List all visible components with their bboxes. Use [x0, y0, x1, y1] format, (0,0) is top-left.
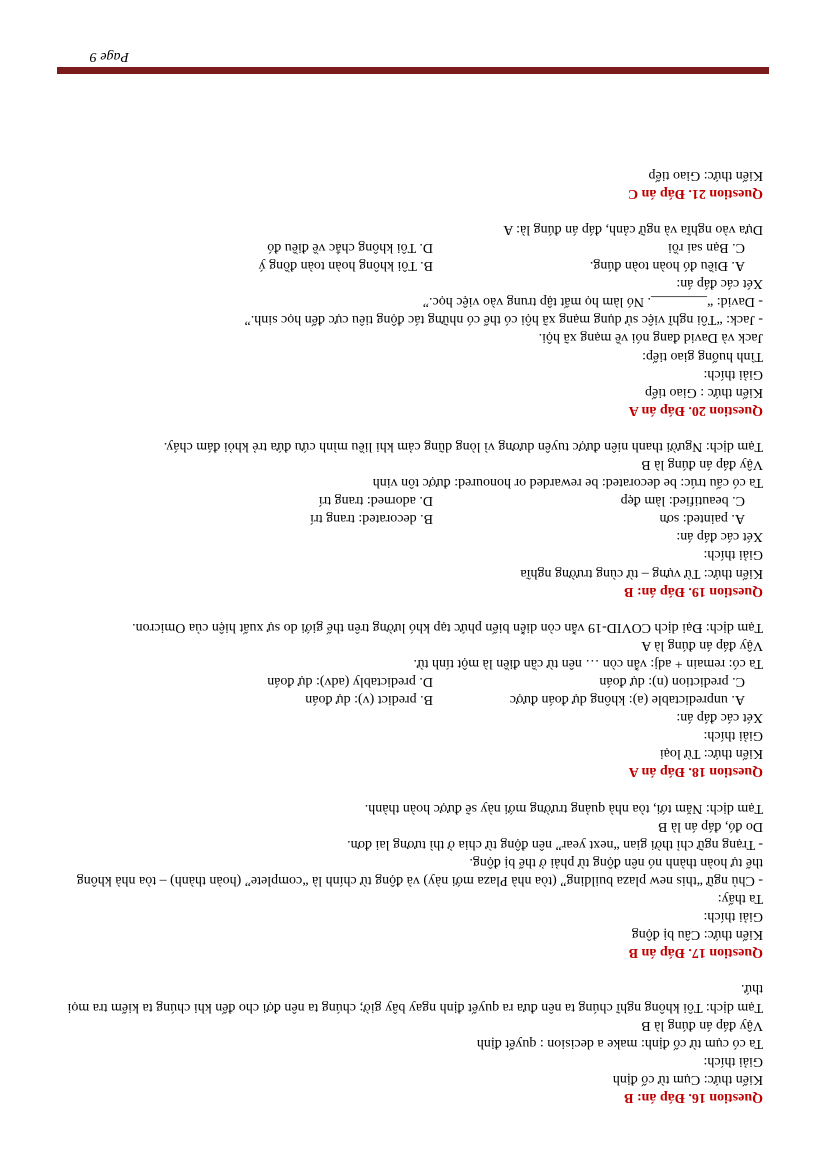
text-line: Tình huống giao tiếp: [642, 348, 763, 364]
question-title: Question 21. Đáp án C [628, 185, 763, 201]
options-row [63, 491, 763, 509]
question-17 [63, 799, 763, 962]
text-line: - David: “________. Nó làm họ mất tập trung vào việc học.” [422, 294, 763, 310]
option-d: D. predictably (adv): dự đoán [267, 674, 433, 690]
footer-divider [57, 68, 769, 74]
text-line: Kiến thức : Giao tiếp [644, 384, 763, 400]
text-line: Jack và David đang nói về mạng xã hội. [538, 330, 763, 346]
question-21 [63, 166, 763, 202]
text-line: Kiến thức: Cụm từ cố định [612, 1071, 763, 1087]
option-a: A. unpredictable (a): không dự đoán được [509, 692, 745, 708]
options-row [63, 690, 763, 708]
question-title: Question 17. Đáp án B [628, 945, 763, 961]
text-line: Ta có: remain + adj: vẫn còn … nên từ cần điền là một tính từ. [413, 655, 763, 671]
question-18 [63, 618, 763, 781]
text-line: Vậy đáp án đúng là B [641, 1017, 763, 1033]
question-19 [63, 437, 763, 600]
question-title: Question 20. Đáp án A [628, 402, 763, 418]
option-b: B. Tôi không hoàn toàn đồng ý [258, 258, 433, 274]
text-line: Dựa vào nghĩa và ngữ cảnh, đáp án đúng là: A [503, 221, 763, 237]
text-line: Do đó, đáp án là B [658, 818, 763, 834]
option-c: C. prediction (n): dự đoán [599, 674, 745, 690]
text-line: - Chủ ngữ “this new plaza building” (tòa nhà Plaza mới này) và động từ chính là “complete” (hoàn thành) – tòa nhà không thể tự hoàn thành nó nên động từ phải ở thể bị động. [76, 854, 763, 888]
option-b: B. decorated: trang trí [310, 511, 433, 527]
text-line: Giải thích: [703, 1053, 763, 1069]
text-line: Giải thích: [703, 547, 763, 563]
question-title: Question 19. Đáp án: B [624, 583, 763, 599]
text-line: - Trạng ngữ chỉ thời gian “next year” nên động từ chia ở thì tương lai đơn. [347, 836, 763, 852]
text-line: Tạm dịch: Đại dịch COVID-19 vẫn còn diễn biến phức tạp khó lường trên thế giới do sự xuất hiện của Omicron. [132, 619, 763, 635]
text-line: Giải thích: [703, 728, 763, 744]
text-line: Xét các đáp án: [676, 710, 763, 726]
question-16 [63, 979, 763, 1106]
text-line: Giải thích: [703, 909, 763, 925]
text-line: Kiến thức: Từ loại [659, 746, 763, 762]
question-title: Question 18. Đáp án A [628, 764, 763, 780]
text-line: Vậy đáp án đúng là A [641, 637, 763, 653]
text-line: Giải thích: [703, 366, 763, 382]
text-line: Kiến thức: Câu bị động [631, 927, 763, 943]
text-line: Ta có cấu trúc: be decorated: be rewarded or honoured: được tôn vinh [372, 475, 763, 491]
option-a: A. painted: sơn [659, 511, 745, 527]
text-line: Ta thấy: [717, 891, 763, 907]
question-title: Question 16. Đáp án: B [624, 1090, 763, 1105]
page-number: Page 9 [89, 49, 129, 64]
question-20 [63, 220, 763, 419]
text-line: Vậy đáp án đúng là B [641, 457, 763, 472]
option-c: C. Bạn sai rồi [668, 239, 745, 255]
answer-key-content [63, 148, 763, 1106]
text-line: Xét các đáp án: [676, 276, 763, 292]
text-line: Xét các đáp án: [676, 529, 763, 545]
option-d: D. adorned: trang trí [318, 493, 433, 509]
text-line: Tạm dịch: Người thanh niên được tuyên dương vì lòng dũng cảm khi liều mình cứu đứa trẻ khỏi đám cháy. [163, 438, 763, 454]
options-row [63, 238, 763, 256]
option-d: D. Tôi không chắc về điều đó [267, 239, 433, 255]
options-row [63, 509, 763, 527]
text-line: Tạm dịch: Tôi không nghĩ chúng ta nên đưa ra quyết định ngay bây giờ; chúng ta nên đợi cho đến khi chúng ta kiểm tra mọi thứ. [67, 981, 763, 1015]
option-b: B. predict (v): dự đoán [305, 692, 433, 708]
options-row [63, 256, 763, 274]
text-line: Kiến thức: Giao tiếp [648, 167, 763, 183]
text-line: Ta có cụm từ cố định: make a decision : quyết định [476, 1035, 763, 1051]
option-c: C. beautified: làm đẹp [620, 493, 745, 509]
text-line: Tạm dịch: Năm tới, tòa nhà quảng trường mới này sẽ được hoàn thành. [364, 800, 763, 816]
option-a: A. Điều đó hoàn toàn đúng. [589, 258, 745, 274]
options-row [63, 672, 763, 690]
text-line: Kiến thức: Từ vựng – từ cùng trường nghĩa [520, 565, 763, 581]
text-line: - Jack: “Tôi nghĩ việc sử dụng mạng xã hội có thể có những tác động tiêu cực đến học sinh.” [244, 312, 763, 328]
